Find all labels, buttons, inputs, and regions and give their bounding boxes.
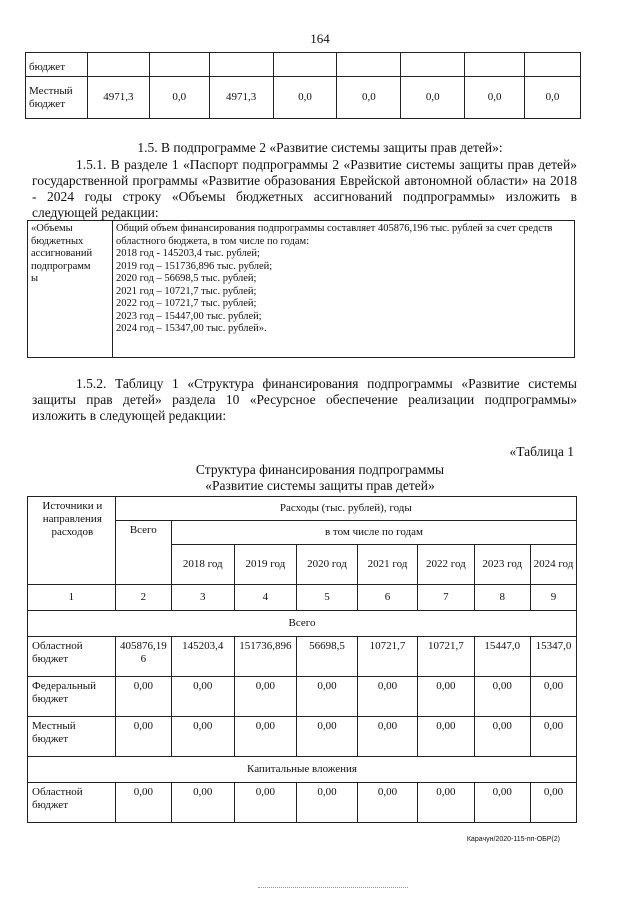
table-cell: Областной бюджет [28, 637, 116, 677]
table-cell: 0,00 [530, 677, 576, 717]
table-row [28, 783, 577, 823]
table-cell: 0,00 [530, 717, 576, 757]
table-cell: 0,0 [273, 77, 337, 119]
table-row [28, 717, 577, 757]
table-cell: 0,0 [337, 77, 401, 119]
table-cell: 4971,3 [209, 77, 273, 119]
page-number: 164 [310, 31, 330, 46]
top-budget-table [25, 52, 581, 119]
table-row [26, 77, 581, 119]
column-number: 9 [530, 585, 576, 611]
column-number: 3 [171, 585, 234, 611]
table-row [26, 53, 581, 77]
table-cell: 0,00 [297, 677, 358, 717]
passport-content: Общий объем финансирования подпрограммы составляет 405876,196 тыс. рублей за счет средств областного бюджета, в том числе по годам: 2018 год - 145203,4 тыс. рублей; 2019 год – 151736,896 тыс. рублей; 2020 год – 56698,5 тыс. рублей; 2021 год – 10721,7 тыс. рублей; 2022 год – 10721,7 тыс. рублей; 2023 год – 15447,00 тыс. рублей; 2024 год – 15347,00 тыс. рублей». [112, 221, 574, 358]
column-number: 4 [234, 585, 297, 611]
table-cell: 0,00 [171, 783, 234, 823]
table-cell: 145203,4 [171, 637, 234, 677]
header-year: 2022 год [418, 545, 474, 585]
table-row [28, 637, 577, 677]
table-cell: 0,00 [418, 783, 474, 823]
header-including: в том числе по годам [171, 521, 576, 545]
header-year: 2018 год [171, 545, 234, 585]
table-row [28, 585, 577, 611]
column-number: 1 [28, 585, 116, 611]
passport-table [27, 220, 575, 358]
table-cell: 405876,196 [115, 637, 171, 677]
table-cell: 56698,5 [297, 637, 358, 677]
table-cell: 0,0 [149, 77, 209, 119]
table-cell: 0,00 [115, 783, 171, 823]
table-cell: 15447,0 [474, 637, 530, 677]
table-cell: 0,00 [234, 783, 297, 823]
table-cell: Местный бюджет [26, 77, 88, 119]
divider [258, 887, 408, 888]
table-row [28, 497, 577, 521]
table-cell: 151736,896 [234, 637, 297, 677]
paragraph-1-5-1: 1.5.1. В разделе 1 «Паспорт подпрограммы 2 «Развитие системы защиты прав детей» государственной программы «Развитие образования Еврейской автономной области» на 2018 - 2024 годы строку «Объемы бюджетных ассигнований подпрограммы» изложить в следующей редакции: [32, 157, 577, 220]
table-row [28, 677, 577, 717]
header-year: 2024 год [530, 545, 576, 585]
table-cell: 0,0 [401, 77, 465, 119]
table-cell: 0,00 [357, 677, 418, 717]
column-number: 7 [418, 585, 474, 611]
table-cell: бюджет [26, 53, 88, 77]
table-cell: Областной бюджет [28, 783, 116, 823]
section-heading: 1.5. В подпрограмме 2 «Развитие системы защиты прав детей»: [137, 140, 503, 155]
table-label: «Таблица 1 [509, 444, 574, 459]
table-cell: 0,00 [474, 717, 530, 757]
table-cell: 0,00 [357, 783, 418, 823]
table-cell: 0,00 [474, 783, 530, 823]
table-cell: 0,0 [525, 77, 581, 119]
column-number: 6 [357, 585, 418, 611]
table-cell: 0,0 [465, 77, 525, 119]
header-year: 2023 год [474, 545, 530, 585]
table-cell: 4971,3 [87, 77, 149, 119]
passport-label: «Объемы бюджетных ассигнований подпрограмм ы [28, 221, 113, 358]
table-cell: 10721,7 [357, 637, 418, 677]
table-title: Структура финансирования подпрограммы [195, 462, 445, 477]
table-cell: 0,00 [234, 677, 297, 717]
column-number: 5 [297, 585, 358, 611]
table-row [28, 611, 577, 637]
financing-table [27, 496, 577, 823]
header-year: 2020 год [297, 545, 358, 585]
section-total: Всего [28, 611, 577, 637]
footer-code: Карачун/2020-115-пп-ОБР(2) [466, 836, 560, 843]
table-cell: 0,00 [234, 717, 297, 757]
header-source: Источники и направления расходов [28, 497, 116, 585]
header-year: 2021 год [357, 545, 418, 585]
table-cell: 0,00 [357, 717, 418, 757]
table-subtitle: «Развитие системы защиты прав детей» [205, 478, 435, 493]
table-cell: 10721,7 [418, 637, 474, 677]
table-cell: 15347,0 [530, 637, 576, 677]
table-cell: 0,00 [115, 677, 171, 717]
table-cell: 0,00 [418, 717, 474, 757]
table-cell: 0,00 [530, 783, 576, 823]
column-number: 2 [115, 585, 171, 611]
table-cell: Местный бюджет [28, 717, 116, 757]
table-row [28, 221, 575, 358]
column-number: 8 [474, 585, 530, 611]
header-expenses: Расходы (тыс. рублей), годы [115, 497, 576, 521]
paragraph-1-5-2: 1.5.2. Таблицу 1 «Структура финансирования подпрограммы «Развитие системы защиты прав детей» раздела 10 «Ресурсное обеспечение реализации подпрограммы» изложить в следующей редакции: [32, 376, 577, 423]
table-cell: 0,00 [115, 717, 171, 757]
section-capital: Капитальные вложения [28, 757, 577, 783]
table-row [28, 757, 577, 783]
table-cell: 0,00 [171, 677, 234, 717]
header-year: 2019 год [234, 545, 297, 585]
table-cell: 0,00 [297, 783, 358, 823]
table-cell: 0,00 [418, 677, 474, 717]
table-cell: 0,00 [297, 717, 358, 757]
header-total: Всего [115, 521, 171, 585]
table-cell: Федеральный бюджет [28, 677, 116, 717]
table-cell: 0,00 [171, 717, 234, 757]
table-cell: 0,00 [474, 677, 530, 717]
